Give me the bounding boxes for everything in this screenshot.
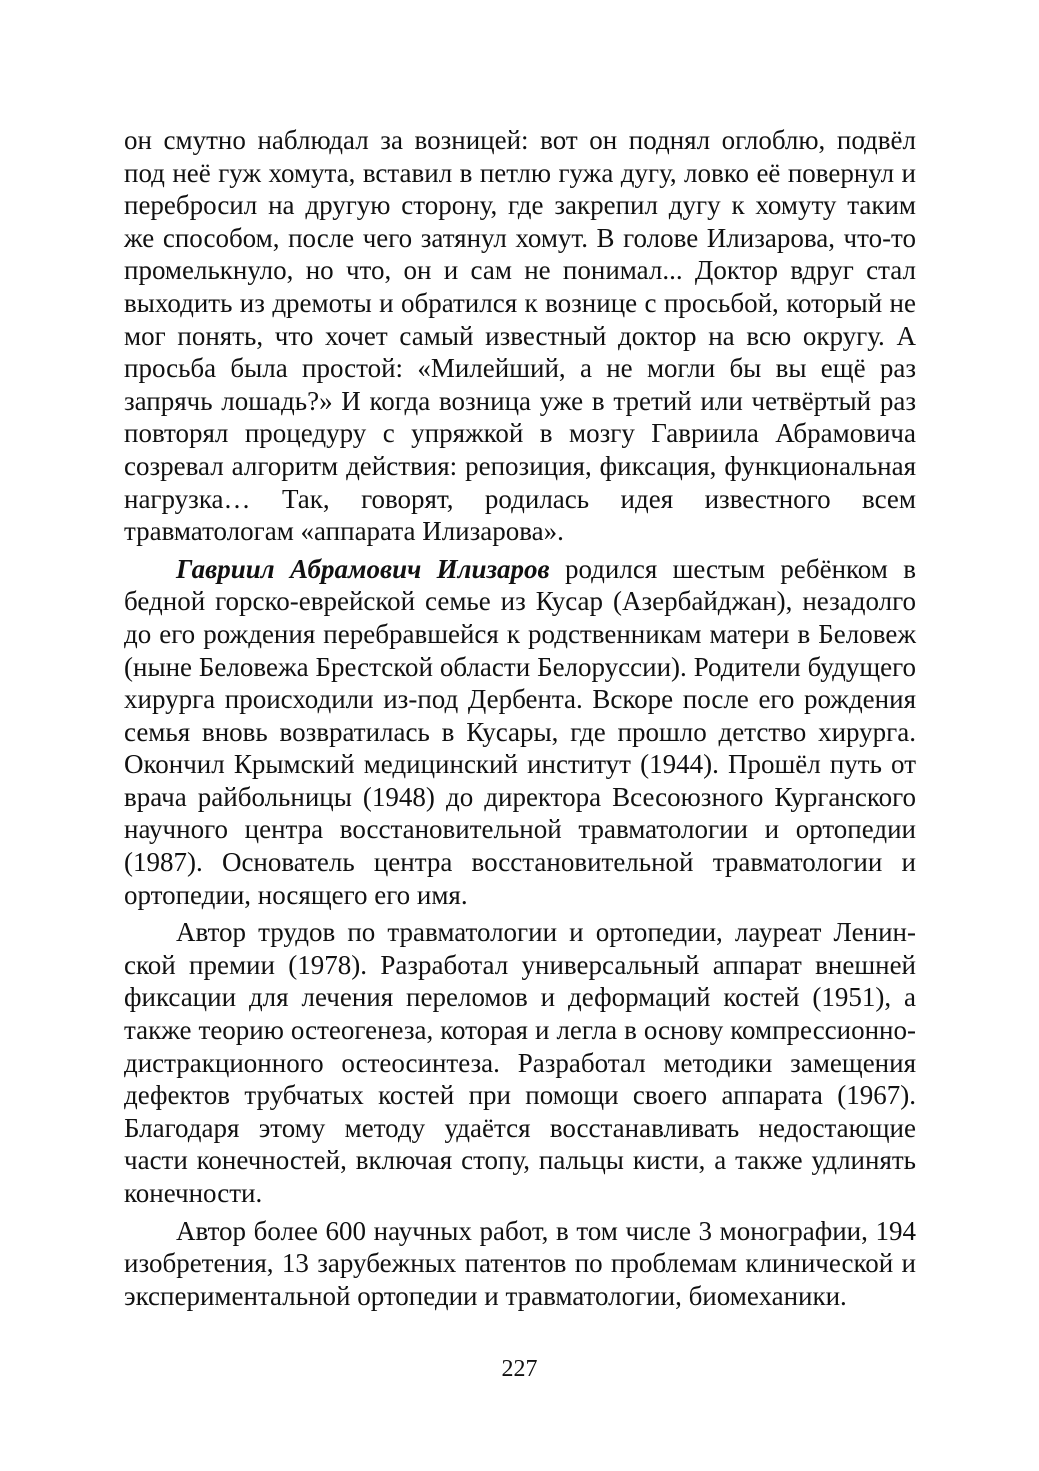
- paragraph-works: Автор трудов по травматологии и ортопедии, лауреат Ленинской премии (1978). Разработал универсальный аппарат внешней фиксации для лечения переломов и деформаций костей (1951), а также теорию остеогенеза, которая и легла в основу компрессионно-дистракционного остеосинтеза. Разработал методики замещения дефектов трубчатых костей при помощи своего аппарата (1967). Благодаря этому методу удаётся восстанавливать недостающие части конечностей, включая стопу, пальцы кисти, а также удлинять конечности.: [124, 917, 916, 1208]
- paragraph-biography-text: родился шестым ребёнком в бедной горско-еврейской семье из Кусар (Азербайджан), незадолго до его рождения перебравшейся к родственникам матери в Беловеж (ныне Беловежа Брестской области Белоруссии). Родители будущего хирурга происходили из-под Дербента. Вскоре после его рождения семья вновь возвратилась в Кусары, где прошло детство хирурга. Окончил Крымский медицинский институт (1944). Прошёл путь от врача райбольницы (1948) до директора Всесоюзного Курганского научного центра восстановительной травматологии и ортопедии (1987). Основатель центра восстановительной травматологии и ортопедии, носящего его имя.: [124, 553, 916, 910]
- person-name: Гавриил Абрамович Илизаров: [176, 553, 550, 584]
- paragraph-continuation: он смутно наблюдал за возницей: вот он поднял оглоблю, подвёл под неё гуж хомута, вставил в петлю гужа дугу, ловко её повернул и перебросил на другую сторону, где закрепил дугу к хомуту таким же способом, после чего затянул хомут. В голове Илизарова, что-то промелькнуло, но что, он и сам не понимал... Доктор вдруг стал выходить из дремоты и обратился к вознице с просьбой, который не мог понять, что хочет самый известный доктор на всю округу. А просьба была простой: «Милейший, а не могли бы вы ещё раз запрячь лошадь?» И когда возница уже в третий или четвёртый раз повторял процедуру с упряжкой в мозгу Гавриила Абрамовича созревал алгоритм действия: репозиция, фиксация, функциональная нагрузка… Так, говорят, родилась идея известного всем травматологам «аппарата Илизарова».: [124, 125, 916, 547]
- page-number: 227: [501, 1356, 538, 1382]
- page-body: [124, 124, 916, 1312]
- paragraph-biography: [124, 553, 916, 912]
- paragraph-publications: Автор более 600 научных работ, в том числе 3 монографии, 194 изобретения, 13 зарубежных патентов по проблемам клинической и экспериментальной ортопедии и травматологии, биомеханики.: [124, 1215, 916, 1311]
